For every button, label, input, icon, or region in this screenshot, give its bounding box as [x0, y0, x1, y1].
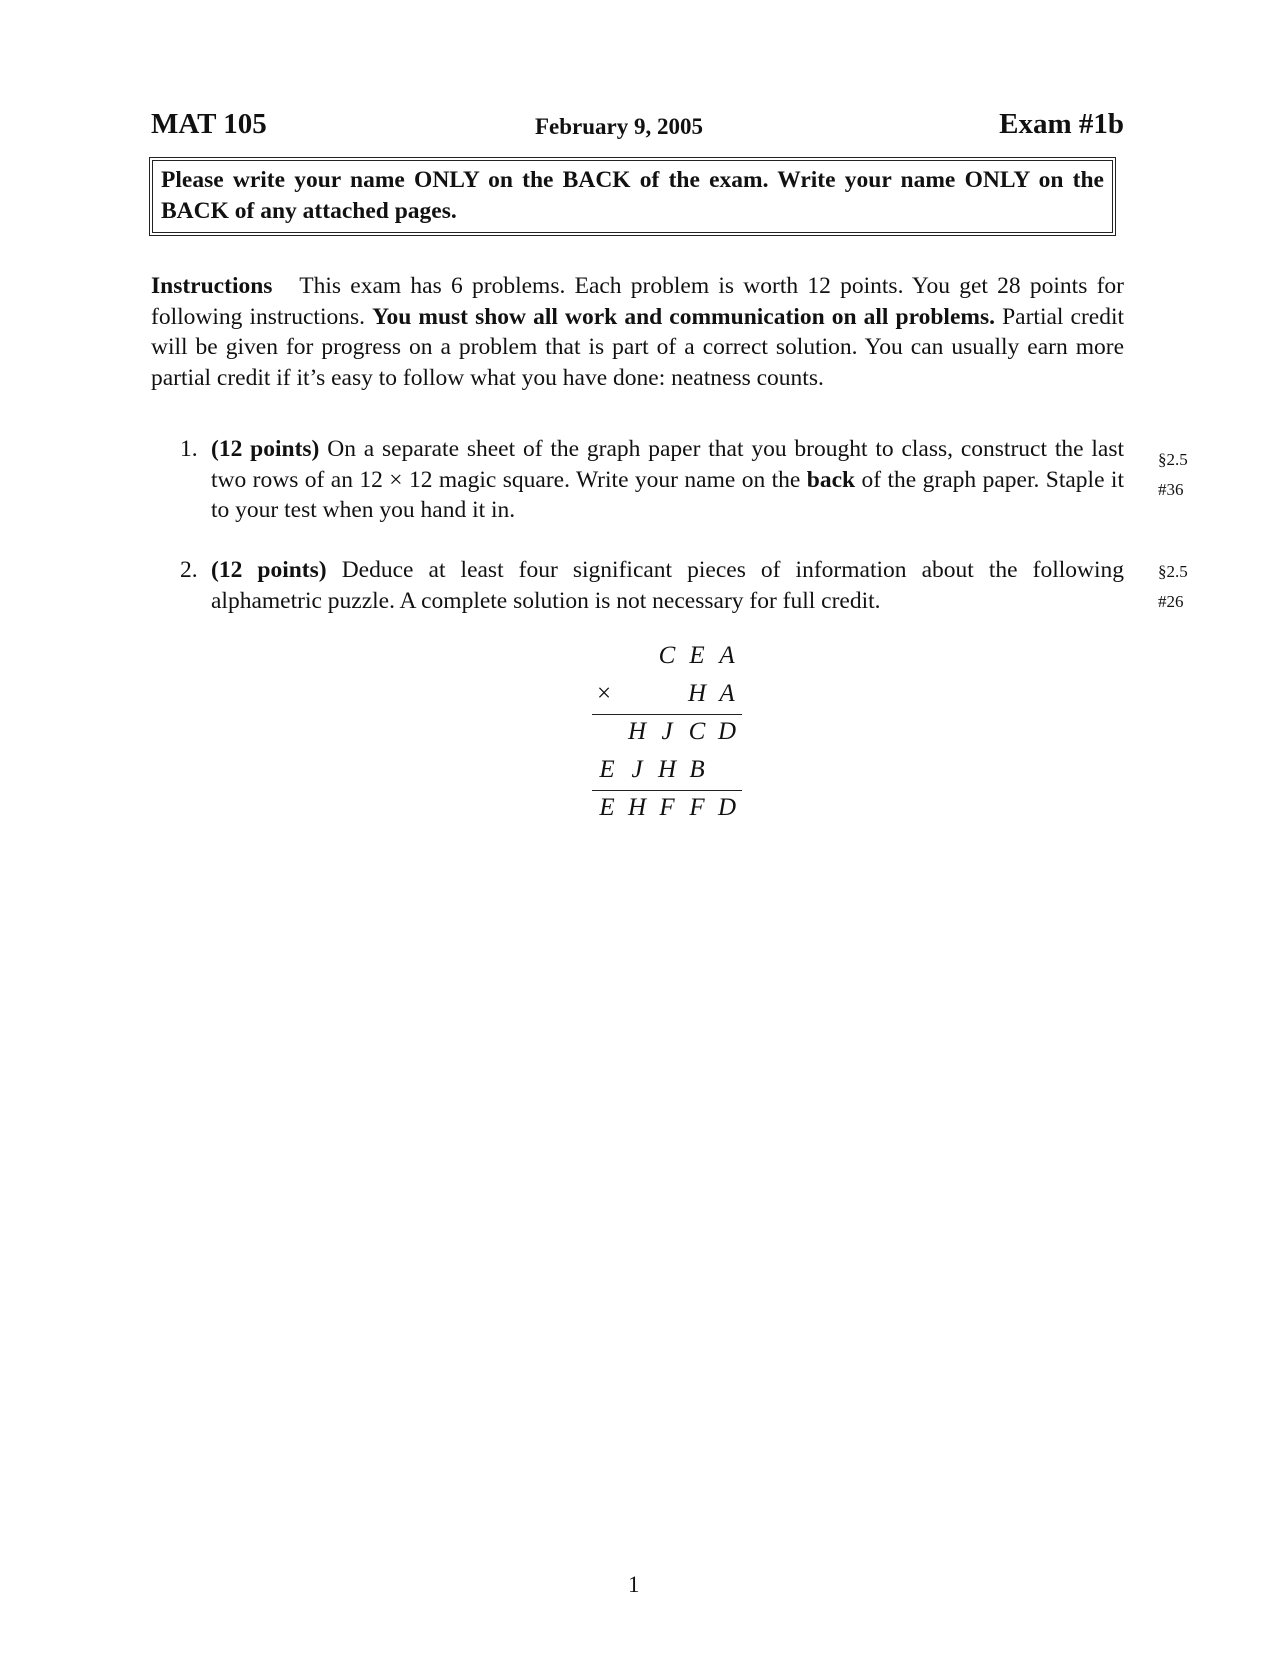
instructions-text-2: Partial credit will be given for progress on a problem that is part of a correct solution. You can usually earn more partial credit if it’s easy to follow what you have done: neatness counts.	[151, 303, 1125, 391]
exam-header	[151, 108, 1124, 148]
puzzle-row	[592, 714, 742, 752]
puzzle-letter: H	[627, 794, 647, 821]
instructions-paragraph	[151, 271, 1124, 393]
instructions-bold: You must show all work and communication on all problems.	[372, 303, 995, 330]
name-notice-box: Please write your name ONLY on the BACK of the exam. Write your name ONLY on the BACK of any attached pages.	[149, 157, 1116, 236]
puzzle-letter: E	[599, 756, 615, 783]
puzzle-letter: A	[719, 680, 735, 707]
puzzle-letter: F	[689, 794, 705, 821]
instructions-text-1: This exam has 6 problems. Each problem is worth 12 points. You get 28 points for following instructions.	[151, 273, 1124, 330]
instructions-lead: Instructions	[151, 273, 273, 299]
puzzle-letter: A	[719, 642, 735, 669]
problem-points: (12 points)	[211, 557, 327, 583]
problem-1-exercise-ref: #36	[1158, 480, 1184, 499]
exam-date: February 9, 2005	[535, 114, 704, 139]
puzzle-letter: C	[688, 718, 706, 745]
puzzle-rule	[592, 714, 742, 715]
puzzle-letter: E	[689, 642, 705, 669]
puzzle-letter: C	[658, 642, 676, 669]
puzzle-letter: H	[627, 718, 647, 745]
multiply-sign: ×	[596, 680, 612, 707]
puzzle-letter: H	[687, 680, 707, 707]
problem-text-before: On a separate sheet of the graph paper that you brought to class, construct the last two rows of an 12 × 12 magic square. Write your name on the	[211, 436, 1125, 493]
problem-1-section-ref: §2.5	[1158, 450, 1188, 469]
puzzle-letter: H	[657, 756, 677, 783]
problem-bold-word: back	[806, 466, 856, 493]
puzzle-letter: E	[599, 794, 615, 821]
puzzle-letter: D	[717, 718, 737, 745]
problem-2	[180, 555, 1124, 616]
page-number: 1	[628, 1572, 640, 1597]
problem-number: 1.	[180, 436, 198, 462]
problem-text: Deduce at least four significant pieces of information about the following alphametric puzzle. A complete solution is not necessary for full credit.	[211, 557, 1125, 614]
problem-1	[180, 434, 1124, 526]
puzzle-letter: D	[717, 794, 737, 821]
problem-body	[211, 555, 1124, 616]
puzzle-letter: J	[631, 756, 643, 783]
puzzle-row	[592, 676, 742, 714]
problem-2-exercise-ref: #26	[1158, 592, 1184, 611]
puzzle-row	[592, 638, 742, 676]
exam-id: Exam #1b	[999, 108, 1124, 140]
problem-points: (12 points)	[211, 436, 320, 462]
puzzle-letter: F	[659, 794, 675, 821]
problem-body	[211, 434, 1124, 526]
alphametic-puzzle	[592, 638, 742, 828]
puzzle-row	[592, 790, 742, 828]
puzzle-rule	[592, 790, 742, 791]
puzzle-letter: B	[689, 756, 705, 783]
puzzle-row	[592, 752, 742, 790]
problem-2-section-ref: §2.5	[1158, 562, 1188, 581]
problem-number: 2.	[180, 557, 198, 583]
course-code: MAT 105	[151, 108, 267, 140]
problem-text-after: of the graph paper. Staple it to your test when you hand it in.	[211, 466, 1124, 523]
puzzle-letter: J	[661, 718, 673, 745]
